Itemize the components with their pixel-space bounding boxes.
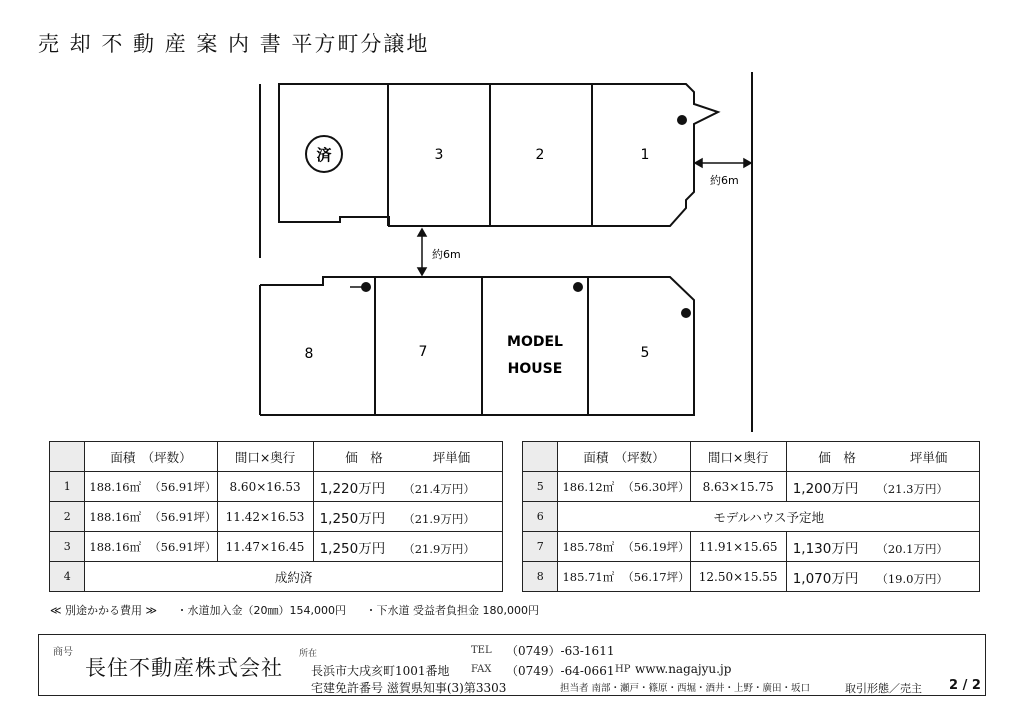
lot-no: 1: [50, 472, 85, 502]
lot-no: 7: [523, 532, 558, 562]
lot-dims: 8.63×15.75: [690, 472, 786, 502]
header-price: [786, 442, 979, 472]
unit-price-value: （20.1万円）: [876, 541, 948, 556]
trade-name-label: 商号: [53, 647, 73, 658]
unit-price-value: （21.9万円）: [403, 541, 475, 556]
price-value: 1,200万円: [792, 480, 859, 497]
header-no: [50, 442, 85, 472]
header-frontage: 間口×奥行: [217, 442, 313, 472]
trade-type: 取引形態／売主: [845, 682, 922, 695]
marker-dot: [677, 115, 687, 125]
address-label: 所在: [299, 649, 318, 659]
area-sqm: 185.78㎡: [562, 539, 615, 554]
area-sqm: 186.12㎡: [562, 479, 615, 494]
lot-label-8: 8: [304, 346, 314, 362]
lot-price: [313, 532, 502, 562]
lot-price: [313, 472, 502, 502]
area-tsubo: （56.17坪）: [622, 569, 690, 584]
area-sqm: 188.16㎡: [89, 509, 142, 524]
table-row: [50, 532, 503, 562]
lot-area: [558, 562, 690, 592]
header-area: 面積 （坪数）: [558, 442, 690, 472]
table-row: [523, 532, 980, 562]
document-title: 売 却 不 動 産 案 内 書 平方町分譲地: [38, 32, 430, 56]
company-footer: [38, 634, 986, 696]
fax-number: （0749）-64-0661: [506, 664, 615, 678]
lot-area: [85, 472, 217, 502]
tel-number: （0749）-63-1611: [506, 644, 615, 658]
table-row: [523, 472, 980, 502]
area-tsubo: （56.91坪）: [149, 509, 217, 524]
lot-price: [786, 472, 979, 502]
area-tsubo: （56.30坪）: [622, 479, 690, 494]
lot-label-1: 1: [640, 147, 650, 163]
lot-area: [85, 532, 217, 562]
lot-price: [313, 502, 502, 532]
lot-no: 2: [50, 502, 85, 532]
lot-label-5: 5: [640, 345, 650, 361]
lot-area: [85, 502, 217, 532]
lot-no: 5: [523, 472, 558, 502]
unit-price-value: （21.9万円）: [403, 511, 475, 526]
lots-table-right: [522, 441, 980, 592]
lot-dims: 8.60×16.53: [217, 472, 313, 502]
unit-price-value: （19.0万円）: [876, 571, 948, 586]
lot-area: [558, 532, 690, 562]
unit-price-value: （21.4万円）: [403, 481, 475, 496]
header-frontage: 間口×奥行: [690, 442, 786, 472]
table-row: [523, 562, 980, 592]
lot-note: 成約済: [85, 562, 503, 592]
area-tsubo: （56.91坪）: [149, 539, 217, 554]
homepage-url[interactable]: www.nagajyu.jp: [635, 662, 732, 676]
extra-costs: [50, 602, 555, 618]
extra-costs-heading: ≪ 別途かかる費用 ≫: [50, 604, 158, 617]
staff-list: 担当者 南部・瀬戸・篠原・西堀・酒井・上野・廣田・坂口: [560, 683, 811, 694]
lot-dims: 12.50×15.55: [690, 562, 786, 592]
fax-label: FAX: [471, 664, 492, 675]
lot-label-7: 7: [418, 344, 428, 360]
lot-no: 6: [523, 502, 558, 532]
lot-label-3: 3: [434, 147, 444, 163]
price-value: 1,250万円: [319, 510, 386, 527]
header-price-label: 価 格: [818, 449, 856, 465]
table-row: [50, 472, 503, 502]
price-value: 1,130万円: [792, 540, 859, 557]
license-number: 宅建免許番号 滋賀県知事(3)第3303: [311, 681, 507, 695]
lot-note: モデルハウス予定地: [558, 502, 980, 532]
extra-cost-water: ・水道加入金（20㎜）154,000円: [176, 604, 347, 617]
header-no: [523, 442, 558, 472]
company-name: 長住不動産株式会社: [85, 656, 283, 680]
area-sqm: 185.71㎡: [562, 569, 615, 584]
marker-dot: [681, 308, 691, 318]
road-width-label-vertical: 約6m: [710, 174, 739, 187]
header-area: 面積 （坪数）: [85, 442, 217, 472]
area-sqm: 188.16㎡: [89, 539, 142, 554]
area-tsubo: （56.91坪）: [149, 479, 217, 494]
header-unit-price-label: 坪単価: [909, 449, 948, 465]
marker-dot: [361, 282, 371, 292]
road-width-label-horizontal: 約6m: [432, 248, 461, 261]
company-address: 長浜市大戌亥町1001番地: [311, 664, 450, 678]
lot-label-sold: 済: [316, 146, 332, 164]
lots-table-left: [49, 441, 503, 592]
price-value: 1,220万円: [319, 480, 386, 497]
price-value: 1,250万円: [319, 540, 386, 557]
lot-price: [786, 562, 979, 592]
lot-no: 4: [50, 562, 85, 592]
price-value: 1,070万円: [792, 570, 859, 587]
lot-area: [558, 472, 690, 502]
hp-label: HP: [615, 664, 631, 675]
lot-dims: 11.42×16.53: [217, 502, 313, 532]
header-unit-price-label: 坪単価: [432, 449, 471, 465]
page-number: 2 / 2: [949, 678, 981, 693]
extra-cost-sewer: ・下水道 受益者負担金 180,000円: [365, 604, 539, 617]
table-row: [50, 562, 503, 592]
lot-no: 3: [50, 532, 85, 562]
table-row: [523, 502, 980, 532]
tel-label: TEL: [471, 645, 492, 656]
model-house-label-1: MODEL: [507, 334, 563, 350]
lot-price: [786, 532, 979, 562]
marker-dot: [573, 282, 583, 292]
lot-no: 8: [523, 562, 558, 592]
header-price-label: 価 格: [345, 449, 383, 465]
area-tsubo: （56.19坪）: [622, 539, 690, 554]
header-price: [313, 442, 502, 472]
table-row: [50, 502, 503, 532]
unit-price-value: （21.3万円）: [876, 481, 948, 496]
lot-label-2: 2: [535, 147, 545, 163]
lot-dims: 11.91×15.65: [690, 532, 786, 562]
area-sqm: 188.16㎡: [89, 479, 142, 494]
model-house-label-2: HOUSE: [507, 361, 563, 377]
lot-dims: 11.47×16.45: [217, 532, 313, 562]
